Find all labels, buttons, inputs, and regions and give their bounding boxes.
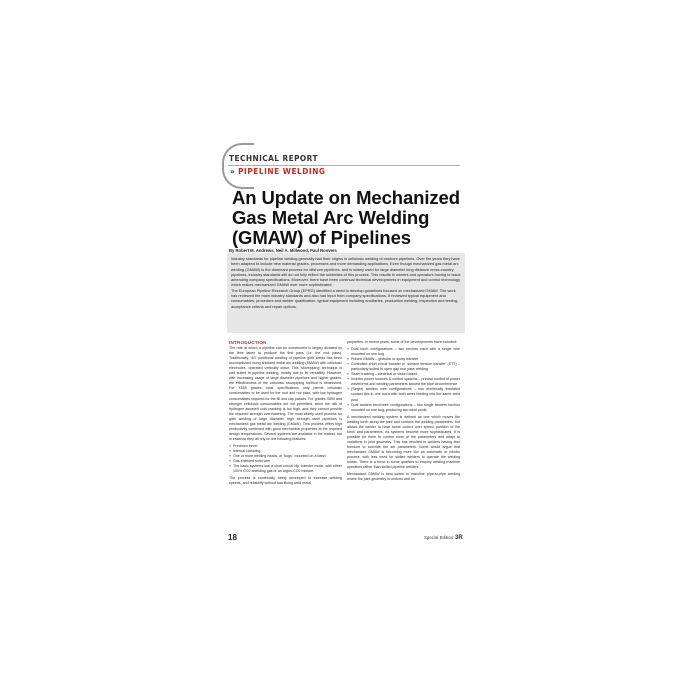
body-paragraph: The rate at which a pipeline can be constructed is largely dictated by the time taken to produce the first pass (i.e. the root pass). Traditionally, '5G' positional welding of pipeline girth welds has been accomplished using shielded metal arc welding (SMAW) with cellulosic electrodes, operated vertically down. This 'stovepiping' technique is well suited to pipeline welding, mostly due to its versatility. However, with increasing usage of large diameter pipelines and higher grades, the effectiveness of the cellulosic stovepiping method is diminished. For X555 grades most specifications only permit cellulosic consumables to be used for the root and hot pass, with low hydrogen consumables required for the fill and cap passes. For grades X690 and stronger cellulosic consumables are not permitted, since the risk of hydrogen assisted cold cracking is too high, and they cannot provide the required strength overmatching. The most widely used process for girth welding of large diameter, high strength steel pipelines is mechanized gas metal arc welding (GMAW). This process offers high productivity combined with good mechanical properties at the required design temperatures. Several systems are available in the market, but in essence they all rely on the following features: [229,346,342,441]
list-item: » Internal clamping [229,449,342,454]
subsection-label [230,167,326,176]
list-item: » Precision bevel [229,444,342,449]
body-paragraph: properties. In recent years, some of the developments have included: [347,340,458,344]
list-item: » Seam tracking – electrical or vision based [347,372,460,377]
list-item: » Pulsed GMAW – globular or spray transfer [347,357,460,362]
list-item: » Gas-shielded solid wire [229,459,342,464]
byline: By Robert M. Andrews, Neil A. Millwood, Paul Roovers [229,248,337,253]
list-item: » Inverter power sources & control systems – precise control of power waveforms and welding parameters around the pipe circumference [347,377,460,387]
list-item: » The basic systems use a short circuit 'dip' transfer mode, with either 100% CO2 shielding gas or an argon-CO2 mixture. [229,464,342,474]
list-item: » Dual torch configurations – two torches each with a single wire mounted on one bug [347,347,460,357]
list-item: » One or more welding heads, or 'bugs', mounted on a band [229,454,342,459]
publication-page: 3R [455,535,463,541]
header-arc-decoration [222,143,254,189]
development-list [347,347,460,413]
chevron-icon: » [230,167,236,176]
abstract-paragraph: The European Pipeline Research Group (EPRG) identified a need to develop guidelines focused on mechanized GMAW. The work has reviewed the main industry standards and also had input from company specifications. It reviewed typical equipment and consumables, procedure and welder qualification, typical equipment including ancillaries, production welding, inspection and testing, acceptance criteria and repair options. [231,287,459,309]
section-label: TECHNICAL REPORT [229,154,318,163]
right-column [347,340,460,484]
publication-name: Special Edition [424,535,454,540]
list-item: » (Single) tandem wire configurations – two electrically insulated contact tips in one torch with both wires feeding into the same weld pool [347,387,460,402]
abstract-paragraph: Industry standards for pipeline welding generally had their origins in cellulosic welding of onshore pipelines. Over the years they have been adapted to include new material grades, processes and more demanding applications. Even though mechanized gas metal arc welding (GMAW) is the dominant process for offshore pipelines, and is widely used for large diameter long distance cross-country pipelines, industry standards still do not fully reflect the subtleties of this process. This results in owners and operators having to issue amending company specifications. Moreover, there have been continual technical developments in equipment and control technology which makes mechanized GMAW ever more sophisticated. [231,256,461,288]
page-number: 18 [228,533,237,542]
list-item: » Controlled short circuit transfer or 'surface tension transfer' (STT) – particularly suited to open gap root pass welding [347,362,460,372]
left-column [229,340,342,488]
list-item: » Dual tandem torch/wire configurations – two single tandem torches mounted on one bug, producing two weld pools. [347,403,460,413]
body-paragraph: A mechanized welding system is defined as one which moves the welding torch along the joint and controls the welding parameters, but allows the welder to have some control over speed, position of the torch and parameters. As systems become more sophisticated, it is possible for them to control more of the parameters and adapt to variations in joint geometry. This has resulted in welders having less freedom to override the set parameters. Some would argue that mechanized GMAW is becoming more like an automatic or robotic process, with less need for skilled welders to operate the welding heads. There is a trend in some quarters to employ welding machine operators rather than skilled pipeline welders. [347,414,460,470]
body-paragraph: Mechanized GMAW is best suited to 'mainline' pipe-to-pipe welding where the joint geometry is uniform and an [347,472,460,482]
section-heading: INTRODUCTION [229,340,267,345]
body-paragraph: The process is continually being developed to increase welding speeds, and reliability without sacrificing weld metal [229,476,342,486]
abstract-box [227,253,465,333]
subsection-text: PIPELINE WELDING [238,167,326,176]
header-divider [228,165,460,166]
feature-list [229,444,342,474]
article-title: An Update on Mechanized Gas Metal Arc Welding (GMAW) of Pipelines [232,187,460,248]
publication-footer [424,535,463,541]
